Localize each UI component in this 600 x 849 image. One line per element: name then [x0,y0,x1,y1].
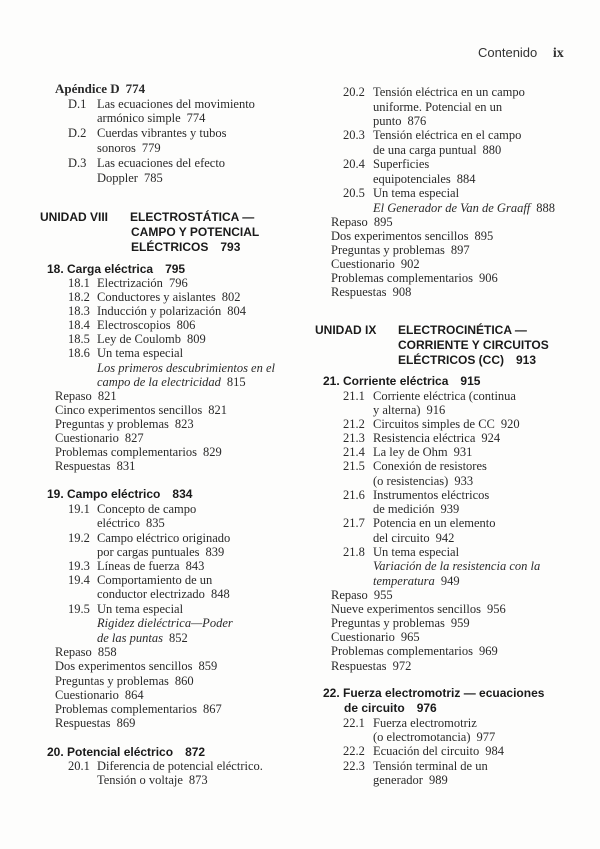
unit-title[interactable] [398,352,536,368]
toc-entry[interactable]: Fuerza electromotriz [373,716,477,730]
toc-entry[interactable]: Tensión terminal de un [373,759,488,773]
header-section: Contenido [478,45,538,60]
unit-title[interactable]: ELECTROCINÉTICA — [398,323,527,337]
page-number: 806 [176,318,196,332]
entry-text: Electroscopios [97,318,171,332]
entry-text: (o resistencias) [373,474,449,488]
toc-entry-number: 19.3 [68,559,90,573]
entry-text: Repaso [55,645,92,659]
entry-text: 20. Potencial eléctrico [47,745,174,759]
unit-title[interactable]: CORRIENTE Y CIRCUITOS [398,338,549,352]
toc-entry[interactable]: Un tema especial [373,545,460,559]
entry-text: ELÉCTRICOS (CC) [398,353,504,367]
toc-entry-number: 19.2 [68,531,90,545]
toc-entry[interactable] [97,515,165,531]
page-number: 977 [476,730,496,744]
toc-entry[interactable]: Comportamiento de un [97,573,213,587]
entry-text: de medición [373,502,435,516]
unit-title[interactable]: ELECTROSTÁTICA — [130,210,255,224]
page-number: 821 [97,389,117,403]
toc-entry[interactable]: Un tema especial [97,346,184,360]
entry-text: Problemas complementarios [55,445,197,459]
entry-text: de una carga puntual [373,143,477,157]
toc-entry-number: 21.5 [343,459,365,473]
entry-text: por cargas puntuales [97,545,200,559]
toc-entry-number: 21.2 [343,417,365,431]
toc-entry[interactable]: Concepto de campo [97,502,197,516]
toc-entry[interactable] [97,170,163,186]
page-number: 965 [400,630,420,644]
entry-text: Cuestionario [331,630,395,644]
entry-text: eléctrico [97,516,141,530]
entry-text: conductor electrizado [97,587,205,601]
toc-entry-number: 22.2 [343,744,365,758]
page-number: 815 [226,375,246,389]
page-number: 804 [227,304,247,318]
entry-text: Circuitos simples de CC [373,417,495,431]
page-number: 913 [516,353,537,367]
running-header [478,45,564,61]
entry-text: Nueve experimentos sencillos [331,602,481,616]
entry-text: Preguntas y problemas [55,674,169,688]
page-number: 924 [481,431,501,445]
entry-text: equipotenciales [373,172,451,186]
page-number: 984 [485,744,504,758]
toc-entry-number: 19.5 [68,602,90,616]
page-number: 831 [116,459,136,473]
entry-text: Apéndice D [55,81,120,96]
entry-text: Cuestionario [55,431,119,445]
toc-entry-number: 21.7 [343,516,365,530]
toc-entry-number: 18.4 [68,318,90,332]
page-number: 843 [185,559,205,573]
page-number: 895 [474,229,494,243]
toc-entry-number: 22.3 [343,759,365,773]
page-number: 876 [407,114,427,128]
page-number: 972 [392,659,412,673]
entry-text: Dos experimentos sencillos [331,229,469,243]
page-number: 959 [450,616,470,630]
toc-entry-number: 20.3 [343,128,365,142]
toc-entry[interactable]: Tensión eléctrica en el campo [373,128,522,142]
page-number: 933 [454,474,474,488]
toc-entry[interactable]: Las ecuaciones del movimiento [97,97,255,111]
chapter-heading[interactable] [344,700,437,716]
page-number: 969 [478,644,498,658]
toc-entry[interactable]: Potencia en un elemento [373,516,496,530]
unit-title[interactable] [131,239,240,255]
page-number: 956 [486,602,506,616]
entry-text: armónico simple [97,111,181,125]
page-number: 949 [440,574,460,588]
chapter-heading[interactable]: 22. Fuerza electromotriz — ecuaciones [323,686,545,700]
page-number: 906 [478,271,498,285]
page-number: 864 [124,688,144,702]
page-number: 880 [482,143,502,157]
toc-entry-number: 21.4 [343,445,365,459]
entry-text: sonoros [97,141,136,155]
page-number: 809 [187,332,206,346]
toc-entry-number: 21.3 [343,431,365,445]
entry-text: (o electromotancia) [373,730,471,744]
page-number: 884 [456,172,476,186]
page-number: 774 [125,81,146,96]
entry-text: 19. Campo eléctrico [47,487,161,501]
page-number: 895 [373,215,393,229]
toc-entry-number: 20.4 [343,157,365,171]
toc-entry-number: 18.1 [68,276,90,290]
toc-entry[interactable] [97,586,230,602]
toc-entry-number: 21.8 [343,545,365,559]
page-number: 802 [221,290,241,304]
chapter-heading[interactable] [47,486,192,502]
unit-label: UNIDAD VIII [40,210,109,224]
toc-entry[interactable]: Diferencia de potencial eléctrico. [97,759,263,773]
toc-entry[interactable] [373,200,555,216]
page-number: 915 [460,374,481,388]
page-number: 774 [186,111,206,125]
toc-entry[interactable]: Corriente eléctrica (continua [373,389,516,403]
toc-entry[interactable]: Las ecuaciones del efecto [97,156,226,170]
toc-entry[interactable]: Instrumentos eléctricos [373,488,490,502]
page-number: 872 [185,745,206,759]
page-number: 860 [174,674,194,688]
toc-entry[interactable] [373,772,448,788]
toc-entry-number: D.2 [68,126,87,140]
entry-text: generador [373,773,423,787]
entry-text: y alterna) [373,403,421,417]
toc-entry-number: 21.1 [343,389,365,403]
toc-entry[interactable] [373,743,504,759]
toc-entry-number: D.3 [68,156,87,170]
entry-text: Problemas complementarios [331,271,473,285]
page-number: 897 [450,243,470,257]
chapter-heading[interactable] [323,373,480,389]
toc-extra[interactable] [331,658,411,674]
entry-text: del circuito [373,531,430,545]
entry-text: Cinco experimentos sencillos [55,403,203,417]
page-number: 858 [97,645,117,659]
toc-entry[interactable] [97,110,205,126]
toc-entry[interactable]: Tensión eléctrica en un campo [373,85,525,99]
entry-text: Repaso [331,588,368,602]
page-number: 888 [536,201,556,215]
toc-extra[interactable] [55,658,217,674]
entry-text: Problemas complementarios [331,644,473,658]
toc-entry-number: 20.2 [343,85,365,99]
entry-text: ELÉCTRICOS [131,240,209,254]
page-number: 793 [220,240,241,254]
page-number: 942 [435,531,455,545]
entry-text: Ley de Coulomb [97,332,182,346]
toc-entry[interactable] [97,374,246,390]
toc-entry-number: 21.6 [343,488,365,502]
page-number: 908 [392,285,412,299]
toc-entry[interactable]: Un tema especial [373,186,460,200]
entry-text: Respuestas [55,459,111,473]
entry-text: temperatura [373,574,435,588]
toc-entry[interactable]: Cuerdas vibrantes y tubos [97,126,227,140]
entry-text: El Generador de Van de Graaff [373,201,531,215]
entry-text: Líneas de fuerza [97,559,180,573]
page-number: 834 [172,487,193,501]
page-number: 848 [210,587,230,601]
page-number: 835 [146,516,165,530]
entry-text: Respuestas [331,285,387,299]
page-number: 939 [440,502,460,516]
page-number: 902 [400,257,420,271]
page-number: 989 [428,773,448,787]
entry-text: Cuestionario [55,688,119,702]
header-page-number: ix [552,46,564,61]
toc-entry-number: 22.1 [343,716,365,730]
entry-text: Respuestas [331,659,387,673]
page-number: 859 [198,659,218,673]
entry-text: Electrización [97,276,163,290]
toc-entry-number: 20.1 [68,759,90,773]
toc-extra[interactable] [331,643,498,659]
entry-text: 21. Corriente eléctrica [323,374,449,388]
entry-text: Problemas complementarios [55,702,197,716]
page-number: 852 [168,631,188,645]
page-number: 827 [124,431,144,445]
entry-text: Cuestionario [331,257,395,271]
entry-text: Conductores y aislantes [97,290,216,304]
page-number: 823 [174,417,194,431]
page-number: 931 [453,445,473,459]
toc-entry-number: 18.5 [68,332,90,346]
page-number: 796 [168,276,188,290]
entry-text: de circuito [344,701,405,715]
page-number: 920 [500,417,520,431]
toc-entry-number: 18.6 [68,346,90,360]
page-number: 873 [188,773,208,787]
page-number: 821 [208,403,227,417]
toc-entry-number: 19.1 [68,502,90,516]
toc-extra[interactable] [55,715,135,731]
page-number: 829 [202,445,222,459]
toc-entry[interactable]: Superficies [373,157,430,171]
entry-text: Inducción y polarización [97,304,222,318]
toc-entry[interactable]: Rigidez dieléctrica—Poder [97,616,233,630]
entry-text: Doppler [97,171,138,185]
unit-title[interactable]: CAMPO Y POTENCIAL [131,225,260,239]
entry-text: Resistencia eléctrica [373,431,476,445]
toc-entry[interactable] [97,140,161,156]
page-number: 785 [143,171,163,185]
page-number: 839 [205,545,225,559]
toc-extra[interactable] [55,458,135,474]
toc-entry[interactable]: Campo eléctrico originado [97,531,231,545]
toc-entry[interactable] [97,772,208,788]
entry-text: Repaso [331,215,368,229]
entry-text: Repaso [55,389,92,403]
toc-entry-number: 18.2 [68,290,90,304]
toc-entry[interactable]: uniforme. Potencial en un [373,100,503,114]
entry-text: Preguntas y problemas [331,616,445,630]
entry-text: 18. Carga eléctrica [47,262,154,276]
entry-text: Ecuación del circuito [373,744,480,758]
toc-entry[interactable]: Conexión de resistores [373,459,487,473]
appendix-heading[interactable] [55,81,145,97]
page-number: 976 [416,701,437,715]
page-number: 869 [116,716,136,730]
page-number: 795 [165,262,186,276]
entry-text: Respuestas [55,716,111,730]
toc-entry-number: D.1 [68,97,87,111]
toc-entry[interactable]: Un tema especial [97,602,184,616]
entry-text: Dos experimentos sencillos [55,659,193,673]
toc-entry-number: 20.5 [343,186,365,200]
toc-entry-number: 18.3 [68,304,90,318]
entry-text: campo de la electricidad [97,375,221,389]
entry-text: Preguntas y problemas [55,417,169,431]
toc-extra[interactable] [331,284,411,300]
unit-label: UNIDAD IX [315,323,377,337]
entry-text: La ley de Ohm [373,445,448,459]
page-number: 867 [202,702,222,716]
page-number: 779 [141,141,161,155]
entry-text: punto [373,114,402,128]
toc-entry-number: 19.4 [68,573,90,587]
toc-entry[interactable]: Variación de la resistencia con la [373,559,541,573]
page-number: 916 [426,403,446,417]
entry-text: Tensión o voltaje [97,773,183,787]
toc-entry[interactable]: Los primeros descubrimientos en el [97,361,275,375]
entry-text: Preguntas y problemas [331,243,445,257]
page-number: 955 [373,588,393,602]
entry-text: de las puntas [97,631,163,645]
